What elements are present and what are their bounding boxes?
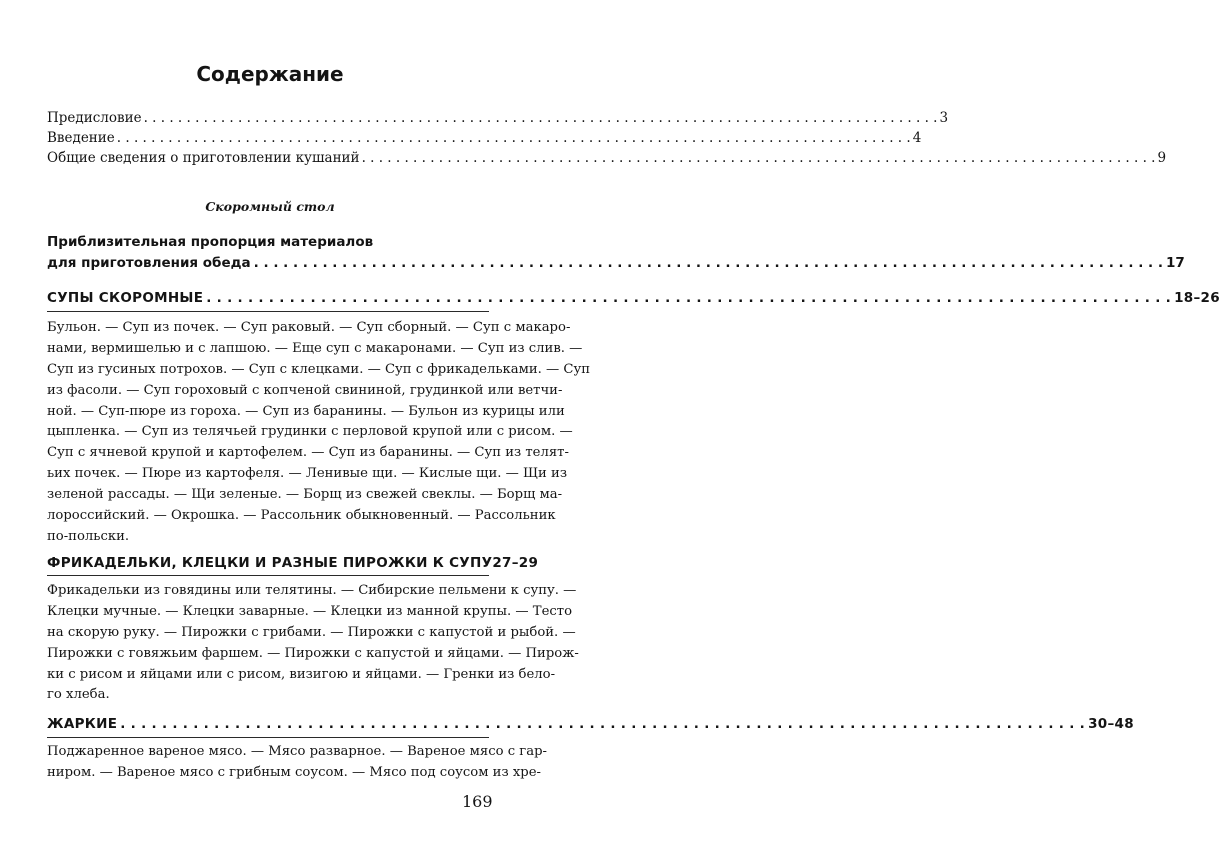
toc-leader-dots <box>254 255 1163 271</box>
section-contents <box>47 742 547 784</box>
section-heading <box>47 716 1134 732</box>
section-divider <box>47 575 489 576</box>
toc-leader-dots <box>120 716 1085 732</box>
page-number: 169 <box>462 792 493 811</box>
contents-line: зеленой рассады. — Щи зеленые. — Борщ из свежей свеклы. — Борщ ма- <box>47 487 563 503</box>
section-heading-label: ЖАРКИЕ <box>47 716 118 732</box>
contents-line: Бульон. — Суп из почек. — Суп раковый. — Суп сборный. — Суп с макаро- <box>47 320 571 335</box>
contents-line: го хлеба. <box>47 687 110 703</box>
section-heading-pages: 27–29 <box>492 555 539 571</box>
contents-line: лороссийский. — Окрошка. — Рассольник обыкновенный. — Рассольник <box>47 508 556 524</box>
toc-entry <box>47 130 922 150</box>
toc-entry <box>47 110 949 130</box>
contents-line: Поджаренное вареное мясо. — Мясо разварное. — Вареное мясо с гар- <box>47 744 547 759</box>
contents-line: на скорую руку. — Пирожки с грибами. — Пирожки с капустой и рыбой. — <box>47 624 576 640</box>
toc-entry-label: Общие сведения о приготовлении кушаний <box>47 150 360 166</box>
proportion-page: 17 <box>1166 255 1185 271</box>
proportion-line-1: Приблизительная пропорция материалов <box>47 234 374 250</box>
toc-entry-label: Введение <box>47 130 115 146</box>
section-heading <box>47 555 539 571</box>
contents-line: Фрикадельки из говядины или телятины. — Сибирские пельмени к супу. — <box>47 583 577 598</box>
page-title: Содержание <box>196 62 344 86</box>
toc-entry-page: 9 <box>1157 150 1167 166</box>
section-heading-pages: 30–48 <box>1088 716 1134 732</box>
toc-leader-dots <box>362 150 1156 166</box>
section-divider <box>47 311 489 312</box>
section-heading-label: СУПЫ СКОРОМНЫЕ <box>47 290 204 306</box>
section-subtitle: Скоромный стол <box>205 199 335 214</box>
contents-line: Суп с ячневой крупой и картофелем. — Суп из баранины. — Суп из телят- <box>47 445 569 461</box>
toc-leader-dots <box>144 110 938 126</box>
section-heading-pages: 18–26 <box>1174 290 1220 306</box>
contents-line: Пирожки с говяжьим фаршем. — Пирожки с капустой и яйцами. — Пирож- <box>47 645 579 661</box>
contents-line: Клецки мучные. — Клецки заварные. — Клецки из манной крупы. — Тесто <box>47 603 573 619</box>
section-heading <box>47 290 1220 306</box>
section-contents <box>47 581 579 706</box>
proportion-line-2 <box>47 255 1185 271</box>
toc-leader-dots <box>117 130 911 146</box>
toc-entry-page: 4 <box>912 130 922 146</box>
contents-line: цыпленка. — Суп из телячьей грудинки с перловой крупой или с рисом. — <box>47 424 573 440</box>
contents-line: ки с рисом и яйцами или с рисом, визигою и яйцами. — Гренки из бело- <box>47 666 556 682</box>
contents-line: Суп из гусиных потрохов. — Суп с клецками. — Суп с фрикадельками. — Суп <box>47 361 591 377</box>
contents-line: по-польски. <box>47 528 130 544</box>
contents-line: из фасоли. — Суп гороховый с копченой свининой, грудинкой или ветчи- <box>47 382 563 398</box>
contents-line: ниром. — Вареное мясо с грибным соусом. — Мясо под соусом из хре- <box>47 764 541 780</box>
toc-entry-page: 3 <box>939 110 949 126</box>
toc-leader-dots <box>206 290 1171 306</box>
proportion-label: для приготовления обеда <box>47 255 251 271</box>
toc-entry <box>47 150 1167 170</box>
section-heading-label: ФРИКАДЕЛЬКИ, КЛЕЦКИ И РАЗНЫЕ ПИРОЖКИ К СУПУ <box>47 555 493 571</box>
toc-entry-label: Предисловие <box>47 110 142 126</box>
contents-line: ьих почек. — Пюре из картофеля. — Ленивые щи. — Кислые щи. — Щи из <box>47 466 568 482</box>
contents-line: ной. — Суп-пюре из гороха. — Суп из баранины. — Бульон из курицы или <box>47 403 565 419</box>
section-divider <box>47 737 489 738</box>
section-contents <box>47 318 591 548</box>
contents-line: нами, вермишелью и с лапшою. — Еще суп с макаронами. — Суп из слив. — <box>47 340 583 356</box>
